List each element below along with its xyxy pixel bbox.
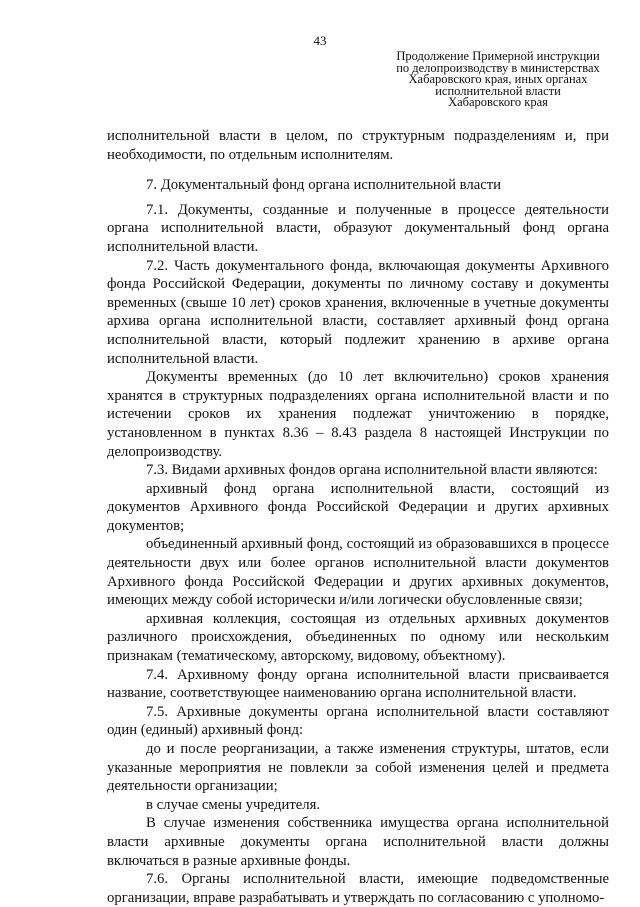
paragraph-7-2: 7.2. Часть документального фонда, включающая документы Архивного фонда Российской Федерации, документы по личному составу и документы временных (свыше 10 лет) сроков хранения, включенные в учетные документы архива органа исполнительной власти, составляет архивный фонд органа исполнительной власти, который подлежит хранению в архиве органа исполнительной власти. (107, 257, 609, 367)
paragraph-owner-change: В случае изменения собственника имущества органа исполнительной власти архивные документы органа исполнительной власти должны включаться в разные архивные фонды. (107, 815, 609, 869)
running-header (378, 51, 618, 109)
paragraph-7-4: 7.4. Архивному фонду органа исполнительной власти присваивается название, соответствующее наименованию органа исполнительной власти. (107, 666, 609, 702)
paragraph-7-6: 7.6. Органы исполнительной власти, имеющие подведомственные организации, вправе разрабатывать и утверждать по согласованию с уполномо- (107, 871, 609, 906)
section-heading: 7. Документальный фонд органа исполнительной власти (146, 177, 502, 194)
paragraph-archive-collection: архивная коллекция, состоящая из отдельных архивных документов различного происхождения, объединенных по одному или нескольким признакам (тематическому, авторскому, видовому, объектному). (107, 610, 609, 665)
paragraph-reorganization: до и после реорганизации, а также изменения структуры, штатов, если указанные мероприятия не повлекли за собой изменения целей и предмета деятельности организации; (107, 741, 609, 795)
page-number: 43 (313, 33, 327, 48)
document-body (107, 127, 609, 907)
paragraph-united-fund: объединенный архивный фонд, состоящий из образовавшихся в процессе деятельности двух или более органов исполнительной власти документов Архивного фонда Российской Федерации и других архивных документов, имеющих между собой исторически и/или логически обусловленные связи; (107, 536, 609, 609)
continuation-paragraph: исполнительной власти в целом, по структурным подразделениям и, при необходимости, по отдельным исполнителям. (107, 128, 609, 163)
running-header-line: по делопроизводству в министерствах (396, 60, 600, 75)
running-header-line: исполнительной власти (435, 83, 561, 98)
paragraph-7-1: 7.1. Документы, созданные и полученные в процессе деятельности органа исполнительной власти, образуют документальный фонд органа исполнительной власти. (107, 201, 609, 255)
paragraph-temporary-documents: Документы временных (до 10 лет включительно) сроков хранения хранятся в структурных подразделениях органа исполнительной власти и по истечении сроков их хранения подлежат уничтожению в порядке, установленном в пунктах 8.36 – 8.43 раздела 8 настоящей Инструкции по делопроизводству. (107, 369, 609, 460)
paragraph-archive-fund: архивный фонд органа исполнительной власти, состоящий из документов Архивного фонда Российской Федерации и других архивных документов; (107, 480, 609, 534)
running-header-line: Продолжение Примерной инструкции (396, 49, 600, 63)
running-header-line: Хабаровского края, иных органах (408, 72, 588, 86)
paragraph-7-3: 7.3. Видами архивных фондов органа исполнительной власти являются: (146, 462, 598, 479)
paragraph-founder-change: в случае смены учредителя. (146, 796, 321, 813)
paragraph-7-5: 7.5. Архивные документы органа исполнительной власти составляют один (единый) архивный фонд: (107, 703, 609, 739)
running-header-line: Хабаровского края (448, 95, 548, 109)
